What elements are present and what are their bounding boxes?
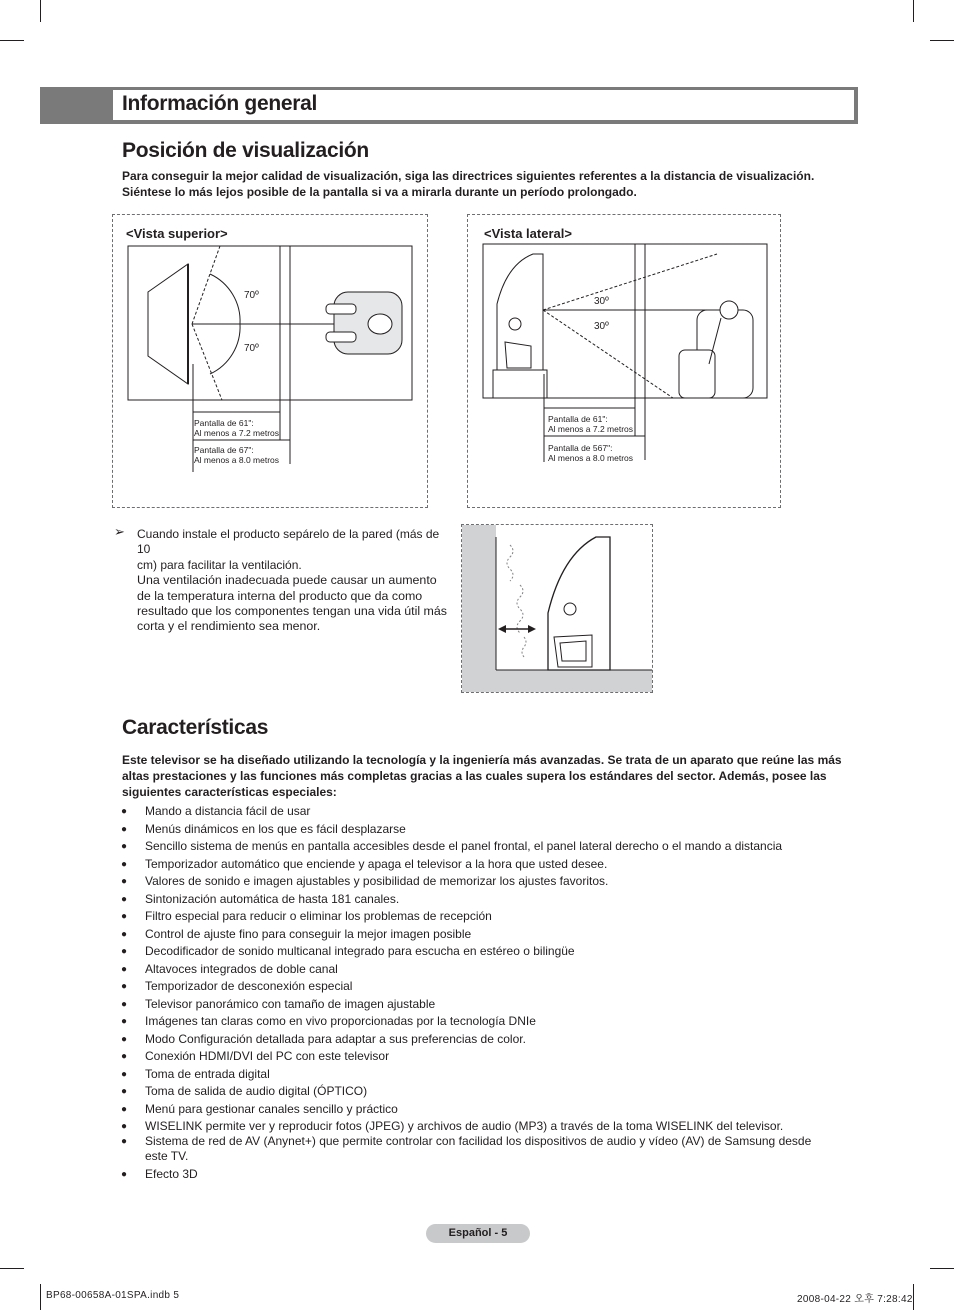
bullet-icon: ● (121, 1033, 128, 1045)
feature-text: Imágenes tan claras como en vivo proporcionadas por la tecnología DNIe (145, 1014, 536, 1028)
feature-item (121, 804, 825, 819)
note-line: Cuando instale el producto sepárelo de la pared (más de 10 (137, 527, 440, 557)
feature-text: Sencillo sistema de menús en pantalla accesibles desde el panel frontal, el panel lateral derecho o el mando a distancia (145, 839, 783, 853)
top-dist1-line1: Pantalla de 61": (194, 418, 254, 428)
features-list (121, 804, 825, 1182)
crop-mark (0, 1268, 24, 1269)
feature-text: Modo Configuración detallada para adaptar a sus preferencias de color. (145, 1031, 526, 1046)
feature-item (121, 1119, 825, 1134)
feature-text: Altavoces integrados de doble canal (145, 961, 338, 976)
side-dist1-line1: Pantalla de 61": (548, 414, 608, 424)
bullet-icon: ● (121, 1086, 128, 1097)
bullet-icon: ● (121, 981, 128, 992)
side-view-label: <Vista lateral> (484, 226, 572, 241)
feature-item (121, 857, 825, 872)
note-line: Una ventilación inadecuada puede causar un aumento (137, 573, 437, 588)
note-line: corta y el rendimiento sea menor. (137, 619, 321, 634)
bullet-icon: ● (121, 1103, 128, 1115)
note-line: resultado que los componentes tengan una vida útil más (137, 604, 447, 619)
feature-item (121, 1014, 825, 1029)
feature-item (121, 1102, 825, 1117)
side-angle-lower: 30º (594, 321, 609, 332)
crop-mark (930, 40, 954, 41)
feature-item (121, 962, 825, 977)
top-angle-upper: 70º (244, 290, 259, 301)
feature-item (121, 1134, 825, 1164)
feature-item (121, 892, 825, 907)
features-intro: Este televisor se ha diseñado utilizando la tecnología y la ingeniería más avanzadas. Se trata de un aparato que reúne las más altas prestaciones y las funciones más completas gracias a las cuales supera los estándares del sector. Además, posee las siguientes características especiales: (122, 753, 842, 799)
feature-text: WISELINK permite ver y reproducir fotos (JPEG) y archivos de audio (MP3) a través de la toma WISELINK del televisor. (145, 1119, 784, 1133)
bullet-icon: ● (121, 998, 128, 1010)
feature-text: Mando a distancia fácil de usar (145, 804, 311, 818)
side-angle-upper: 30º (594, 296, 609, 307)
crop-mark (930, 1268, 954, 1269)
print-slug-file: BP68-00658A-01SPA.indb 5 (46, 1290, 180, 1301)
feature-item (121, 927, 825, 942)
section-title-position: Posición de visualización (122, 139, 369, 162)
feature-text: Valores de sonido e imagen ajustables y posibilidad de memorizar los ajustes favoritos. (145, 874, 609, 888)
feature-item (121, 997, 825, 1012)
top-view-label: <Vista superior> (126, 226, 228, 241)
bullet-icon: ● (121, 858, 128, 870)
bullet-icon: ● (121, 963, 128, 975)
feature-text: Sintonización automática de hasta 181 canales. (145, 891, 400, 906)
top-dist1-line2: Al menos a 7.2 metros (194, 428, 280, 438)
wall-clearance-diagram (462, 525, 652, 692)
bullet-icon: ● (121, 823, 128, 835)
note-line: cm) para facilitar la ventilación. (137, 557, 302, 572)
side-dist2-label (548, 443, 633, 463)
top-dist2-line1: Pantalla de 67": (194, 445, 254, 455)
feature-text: Menús dinámicos en los que es fácil desplazarse (145, 821, 406, 836)
crop-mark (40, 0, 41, 22)
top-dist2-label (194, 445, 279, 465)
top-angle-lower: 70º (244, 343, 259, 354)
page-number-badge: Español - 5 (426, 1224, 530, 1243)
print-slug-date: 2008-04-22 오후 7:28:42 (797, 1294, 913, 1305)
feature-item (121, 822, 825, 837)
bullet-icon: ● (121, 928, 128, 940)
feature-text: Menú para gestionar canales sencillo y práctico (145, 1101, 398, 1116)
feature-text: Control de ajuste fino para conseguir la mejor imagen posible (145, 926, 472, 941)
feature-item (121, 979, 825, 994)
side-dist2-line1: Pantalla de 567": (548, 443, 613, 453)
side-dist1-line2: Al menos a 7.2 metros (548, 424, 634, 434)
bullet-icon: ● (121, 1136, 128, 1147)
bullet-icon: ● (121, 893, 128, 905)
crop-mark (913, 0, 914, 22)
top-dist2-line2: Al menos a 8.0 metros (194, 455, 280, 465)
feature-item (121, 1067, 825, 1082)
feature-text: Efecto 3D (145, 1166, 198, 1181)
ventilation-note (137, 527, 447, 635)
bullet-icon: ● (121, 1016, 128, 1027)
side-dist1-label (548, 414, 633, 434)
feature-item (121, 1049, 825, 1064)
bullet-icon: ● (121, 1121, 128, 1132)
bullet-icon: ● (121, 1168, 128, 1180)
feature-item (121, 839, 825, 854)
crop-mark (40, 1284, 41, 1310)
feature-item (121, 944, 825, 959)
feature-item (121, 1032, 825, 1047)
feature-text: Sistema de red de AV (Anynet+) que permite controlar con facilidad los dispositivos de audio y vídeo (AV) de Samsung desde este TV. (145, 1134, 812, 1163)
note-line: de la temperatura interna del producto que da como (137, 588, 423, 603)
note-arrow-icon: ➢ (114, 524, 125, 539)
feature-text: Temporizador automático que enciende y apaga el televisor a la hora que usted desee. (145, 856, 608, 871)
page-title: Información general (122, 92, 318, 115)
bullet-icon: ● (121, 806, 128, 817)
feature-text: Toma de entrada digital (145, 1066, 270, 1081)
feature-item (121, 909, 825, 924)
position-intro: Para conseguir la mejor calidad de visualización, siga las directrices siguientes referentes a la distancia de visualización. Siéntese lo más lejos posible de la pantalla si va a mirarla durante un período prolongado. (122, 169, 815, 199)
feature-item (121, 1167, 825, 1182)
feature-item (121, 1084, 825, 1099)
section-title-features: Características (122, 716, 269, 739)
bullet-icon: ● (121, 841, 128, 852)
feature-text: Filtro especial para reducir o eliminar los problemas de recepción (145, 909, 492, 923)
bullet-icon: ● (121, 1051, 128, 1062)
feature-text: Conexión HDMI/DVI del PC con este televisor (145, 1049, 390, 1063)
feature-text: Decodificador de sonido multicanal integrado para escucha en estéreo o bilingüe (145, 944, 575, 958)
bullet-icon: ● (121, 876, 128, 887)
feature-text: Televisor panorámico con tamaño de imagen ajustable (145, 996, 436, 1011)
crop-mark (0, 40, 24, 41)
feature-item (121, 874, 825, 889)
feature-text: Temporizador de desconexión especial (145, 979, 353, 993)
bullet-icon: ● (121, 911, 128, 922)
bullet-icon: ● (121, 946, 128, 957)
feature-text: Toma de salida de audio digital (ÓPTICO) (145, 1084, 368, 1098)
side-dist2-line2: Al menos a 8.0 metros (548, 453, 634, 463)
crop-mark (913, 1284, 914, 1310)
top-dist1-label (194, 418, 279, 438)
bullet-icon: ● (121, 1068, 128, 1080)
